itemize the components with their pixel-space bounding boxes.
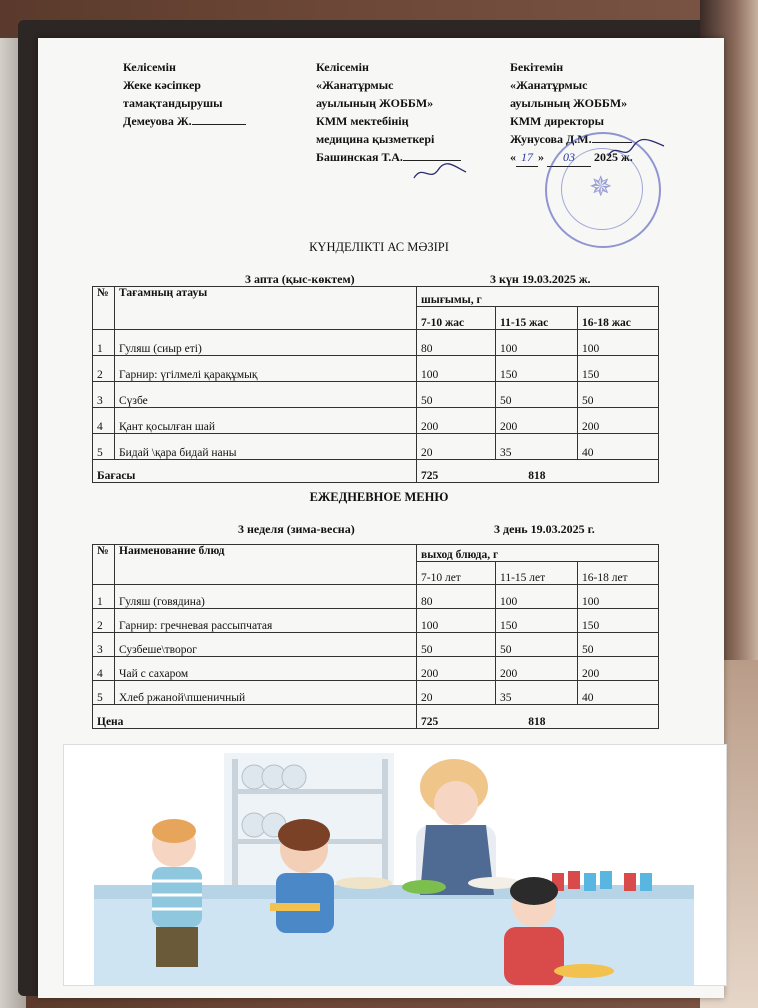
canteen-illustration-art: [64, 745, 726, 985]
approval-col-1: [123, 58, 246, 130]
menu-title-ru: ЕЖЕДНЕВНОЕ МЕНЮ: [309, 490, 449, 504]
price-values: 725 818: [417, 705, 659, 729]
header-line: Жунусова Д.М.: [510, 130, 633, 148]
dish-name: Гарнир: үгілмелі қарақұмық: [115, 356, 417, 382]
yield-value: 200: [578, 657, 659, 681]
table-row: [93, 382, 659, 408]
yield-value: 200: [496, 657, 578, 681]
table-row: [93, 609, 659, 633]
table-row: [93, 681, 659, 705]
price-row: [93, 460, 659, 483]
week-label-ru: 3 неделя (зима-весна): [238, 522, 355, 536]
header-line: Башинская Т.А.: [316, 148, 461, 166]
yield-value: 40: [578, 434, 659, 460]
row-num: 1: [93, 330, 115, 356]
row-num: 3: [93, 633, 115, 657]
age-header: 11-15 лет: [496, 562, 578, 585]
price-label: Цена: [93, 705, 417, 729]
row-num: 4: [93, 408, 115, 434]
week-label-kz: 3 апта (қыс-көктем): [245, 272, 355, 286]
menu-table-kz: [92, 286, 659, 483]
age-header: 16-18 лет: [578, 562, 659, 585]
day-label-kz: 3 күн 19.03.2025 ж.: [490, 272, 591, 286]
header-line: Жеке кәсіпкер: [123, 78, 201, 92]
yield-value: 150: [578, 356, 659, 382]
age-header: 16-18 жас: [578, 307, 659, 330]
dish-name: Сузбеше\творог: [115, 633, 417, 657]
row-num: 1: [93, 585, 115, 609]
age-header: 7-10 лет: [417, 562, 496, 585]
dish-name: Сүзбе: [115, 382, 417, 408]
yield-value: 50: [496, 633, 578, 657]
yield-value: 35: [496, 434, 578, 460]
dish-name: Қант қосылған шай: [115, 408, 417, 434]
col-header-num: №: [93, 545, 115, 585]
header-line: Бекітемін: [510, 60, 564, 74]
yield-value: 200: [417, 657, 496, 681]
yield-value: 100: [496, 330, 578, 356]
header-line: КММ директоры: [510, 114, 605, 128]
age-header: 7-10 жас: [417, 307, 496, 330]
menu-table-ru: [92, 544, 659, 729]
dish-name: Чай с сахаром: [115, 657, 417, 681]
header-line: медицина қызметкері: [316, 132, 435, 146]
table-row: [93, 633, 659, 657]
yield-value: 50: [496, 382, 578, 408]
price-label: Бағасы: [93, 460, 417, 483]
header-line: КММ мектебінің: [316, 114, 409, 128]
dish-name: Гуляш (сиыр еті): [115, 330, 417, 356]
yield-value: 50: [417, 382, 496, 408]
signature-mark: [606, 136, 666, 162]
yield-value: 150: [496, 356, 578, 382]
row-num: 5: [93, 681, 115, 705]
table-row: [93, 408, 659, 434]
yield-value: 100: [417, 356, 496, 382]
table-row: [93, 657, 659, 681]
row-num: 2: [93, 356, 115, 382]
header-line: Келісемін: [123, 60, 176, 74]
price-row: [93, 705, 659, 729]
dish-name: Бидай \қара бидай наны: [115, 434, 417, 460]
yield-value: 80: [417, 585, 496, 609]
table-row: [93, 585, 659, 609]
yield-value: 20: [417, 434, 496, 460]
yield-value: 50: [578, 633, 659, 657]
row-num: 5: [93, 434, 115, 460]
age-header: 11-15 жас: [496, 307, 578, 330]
dish-name: Гарнир: гречневая рассыпчатая: [115, 609, 417, 633]
day-label-ru: 3 день 19.03.2025 г.: [494, 522, 595, 536]
yield-value: 200: [578, 408, 659, 434]
yield-value: 100: [578, 585, 659, 609]
table-row: [93, 356, 659, 382]
yield-value: 150: [496, 609, 578, 633]
header-line: ауылының ЖОББМ»: [510, 96, 628, 110]
header-line: «Жанатұрмыс: [316, 78, 394, 92]
yield-value: 150: [578, 609, 659, 633]
yield-value: 100: [496, 585, 578, 609]
menu-title-kz: КҮНДЕЛІКТІ АС МӘЗІРІ: [309, 240, 449, 254]
row-num: 4: [93, 657, 115, 681]
yield-value: 40: [578, 681, 659, 705]
price-values: 725 818: [417, 460, 659, 483]
table-row: [93, 330, 659, 356]
row-num: 2: [93, 609, 115, 633]
header-line: тамақтандырушы: [123, 96, 223, 110]
yield-value: 100: [578, 330, 659, 356]
col-header-yield: выход блюда, г: [417, 545, 659, 562]
approval-date: « 17 » 03 2025 ж.: [510, 148, 633, 166]
dish-name: Хлеб ржаной\пшеничный: [115, 681, 417, 705]
yield-value: 200: [496, 408, 578, 434]
dish-name: Гуляш (говядина): [115, 585, 417, 609]
row-num: 3: [93, 382, 115, 408]
header-line: «Жанатұрмыс: [510, 78, 588, 92]
approval-col-2: [316, 58, 461, 166]
official-stamp: ✵: [545, 132, 661, 248]
col-header-yield: шығымы, г: [417, 287, 659, 307]
yield-value: 100: [417, 609, 496, 633]
table-row: [93, 434, 659, 460]
header-line: Демеуова Ж.: [123, 112, 246, 130]
yield-value: 80: [417, 330, 496, 356]
yield-value: 50: [417, 633, 496, 657]
header-line: ауылының ЖОББМ»: [316, 96, 434, 110]
canteen-illustration: [63, 744, 727, 986]
yield-value: 20: [417, 681, 496, 705]
header-line: Келісемін: [316, 60, 369, 74]
signature-mark: [410, 160, 470, 184]
yield-value: 35: [496, 681, 578, 705]
col-header-name: Тағамның атауы: [115, 287, 417, 330]
yield-value: 200: [417, 408, 496, 434]
col-header-name: Наименование блюд: [115, 545, 417, 585]
col-header-num: №: [93, 287, 115, 330]
yield-value: 50: [578, 382, 659, 408]
